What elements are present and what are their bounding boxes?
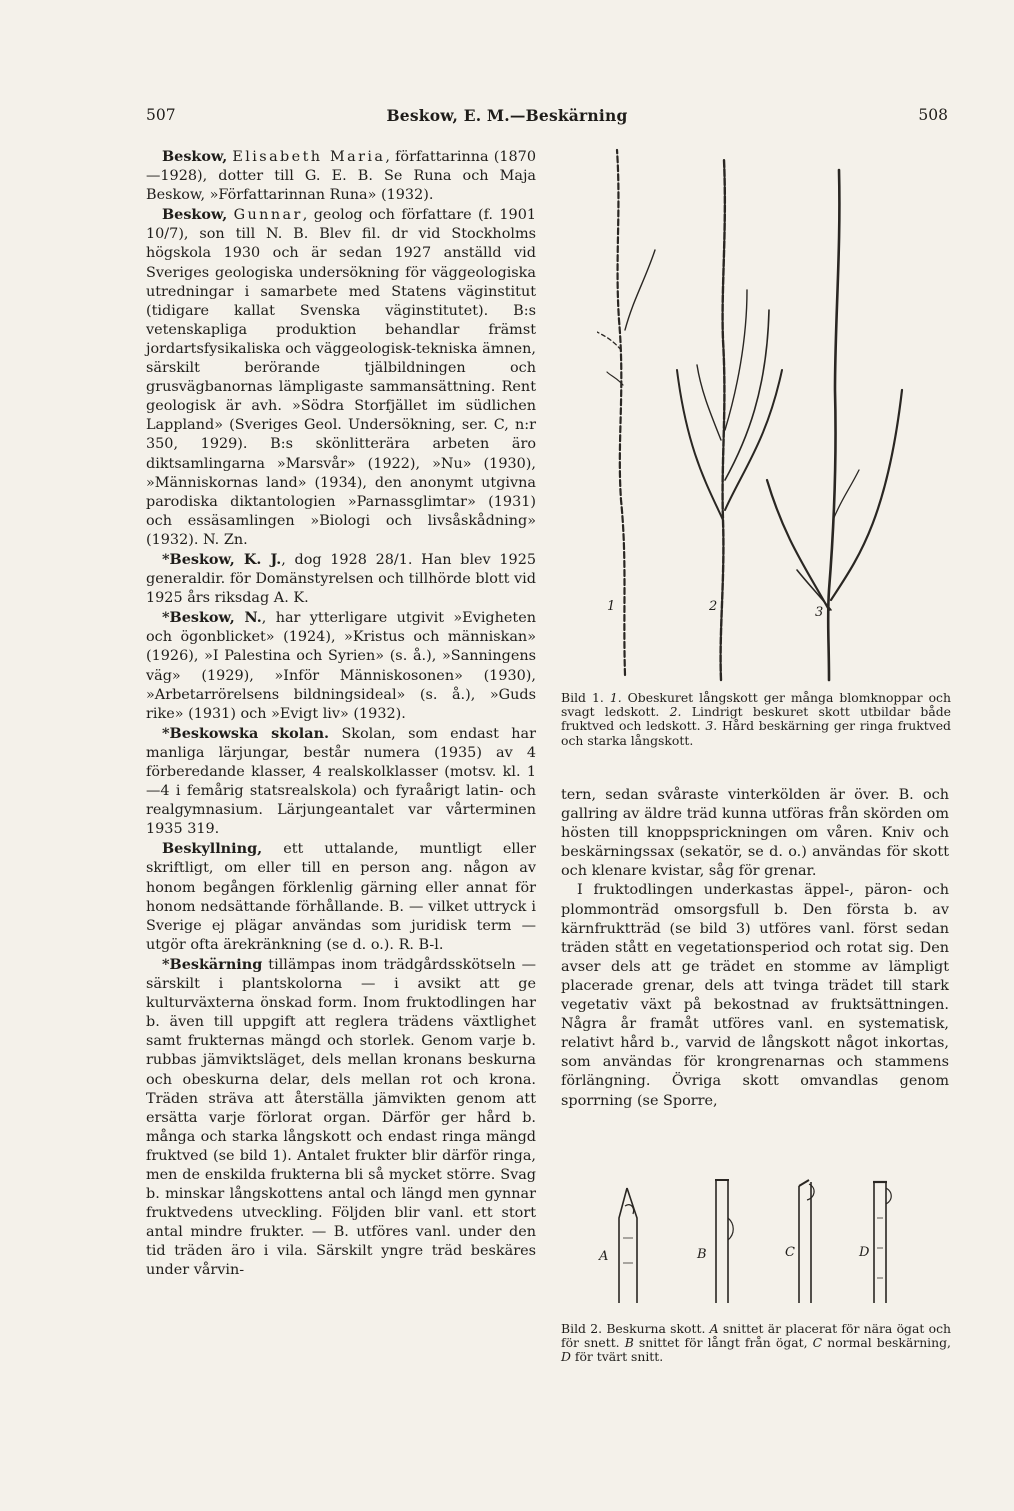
entry-beskowska-skolan: *Beskowska skolan. Skolan, som endast har manliga lärjungar, består numera (1935) av 4 förberedande klasser, 4 realskolklasser (motsv. kl. 1—4 i femårig statsrealskola) och fyraårigt latin- och realgymnasium. Lärjungeantalet var vårterminen 1935 319. (146, 724, 537, 838)
running-title: Beskow, E. M.—Beskärning (386, 106, 628, 125)
signature: R. B-l. (398, 936, 444, 953)
figure-1-label-2: 2 (709, 599, 718, 614)
figure-1-drawing (597, 140, 937, 685)
signature: A. K. (273, 590, 309, 607)
shoot-3 (767, 170, 902, 680)
left-column (146, 147, 536, 1281)
entry-beskarning: *Beskärning tillämpas inom trädgårdsskötseln — särskilt i plantskolorna — i avsikt att ge kulturväxterna önskad form. Inom fruktodlingen har b. även till uppgift att reglera trädens växtlighet samt frukternas mängd och storlek. Genom varje b. rubbas jämviktsläget, dels mellan kronans beskurna och obeskurna delar, dels mellan rot och krona. Träden sträva att återställa jämvikten genom att ersätta varje förlorat organ. Därför ger hård b. många och starka långskott och endast ringa mängd fruktved (se bild 1). Antalet frukter blir därför ringa, men de enskilda frukterna bli så mycket större. Svag b. minskar långskottens antal och längd men gynnar fruktvedens utveckling. Följden blir vanl. ett stort antal mindre frukter. — B. utföres vanl. under den tid träden äro i vila. Särskilt yngre träd beskäres under vårvin- (146, 955, 536, 1279)
entry-beskow-kj: *Beskow, K. J., dog 1928 28/1. Han blev 1925 generaldir. för Domänstyrelsen och tillhörde blott vid 1925 års riksdag A. K. (146, 550, 537, 607)
figure-1-label-1: 1 (607, 599, 616, 614)
figure-2-drawing (597, 1178, 942, 1308)
entry-beskow-elisabeth: Beskow, Elisabeth Maria, författarinna (1870—1928), dotter till G. E. B. Se Runa och Maja Beskow, »Författarinnan Runa» (1932). (146, 148, 536, 204)
figure-1-label-3: 3 (815, 605, 824, 620)
entry-beskyllning: Beskyllning, ett uttalande, muntligt eller skriftligt, om eller till en person ang. någon av honom begången förklenlig gärning eller annat för honom nedsättande förhållande. B. — vilket uttryck i Sverige ej plägar användas som juridisk term — utgör ofta ärekränkning (se d. o.). R. B-l. (146, 840, 536, 953)
shoot-d (873, 1182, 891, 1303)
shoot-c (799, 1180, 814, 1303)
shoot-b (715, 1180, 733, 1303)
figure-2-caption: Bild 2. Beskurna skott. A snittet är placerat för nära ögat och för snett. B snittet för långt från ögat, C normal beskärning, D för tvärt snitt. (561, 1321, 951, 1365)
entry-beskow-gunnar: Beskow, Gunnar, geolog och författare (f. 1901 10/7), son till N. B. Blev fil. dr vid Stockholms högskola 1930 och är sedan 1927 anställd vid Sveriges geologiska undersökning för väggeologiska utredningar i samarbete med Statens väginstitut (tidigare kallat Svenska väginstitutet). B:s vetenskapliga produktion behandlar främst jordartsfysikaliska och väggeologisk-tekniska ämnen, särskilt berörande tjälbildningen och grusvägbanornas lämpligaste sammansättning. Rent geologisk är avh. »Södra Storfjället im südlichen Lappland» (Sveriges Geol. Undersökning, ser. C, n:r 350, 1929). B:s skönlitterära arbeten äro diktsamlingarna »Marsvår» (1922), »Nu» (1930), »Människornas land» (1934), den anonymt utgivna parodiska diktantologien »Parnassglimtar» (1931) och essäsamlingen »Biologi och livsåskådning» (1932). N. Zn. (146, 206, 536, 548)
figure-1-caption: Bild 1. 1. Obeskuret långskott ger många blomknoppar och svagt ledskott. 2. Lindrigt beskuret skott utbildar både fruktved och ledskott. 3. Hård beskärning ger ringa fruktved och starka långskott. (561, 690, 951, 748)
shoot-a (619, 1188, 637, 1303)
figure-2-label-d: D (859, 1245, 870, 1260)
shoot-1 (597, 150, 655, 675)
figure-2-label-a: A (599, 1249, 609, 1264)
entry-beskow-n: *Beskow, N., har ytterligare utgivit »Evigheten och ögonblicket» (1924), »Kristus och människan» (1926), »I Palestina och Syrien» (s. å.), »Sanningens väg» (1929), »Inför Människosonen» (1930), »Arbetarrörelsens bildningsideal» (s. å.), »Guds rike» (1931) och »Evigt liv» (1932). (146, 609, 536, 722)
shoot-2 (677, 160, 782, 680)
right-paragraph-1: tern, sedan svåraste vinterkölden är över. B. och gallring av äldre träd kunna utföras från skörden om hösten till knoppsprickningen om våren. Kniv och beskärningssax (sekatör, se d. o.) användas för skott och klenare kvistar, såg för grenar. (561, 787, 949, 880)
figure-2-label-b: B (697, 1247, 707, 1262)
signature: N. Zn. (203, 531, 248, 548)
figure-2-label-c: C (785, 1245, 795, 1260)
right-paragraph-2: I fruktodlingen underkastas äppel-, päron- och plommonträd omsorgsfull b. Den första b. av kärnfruktträd (se bild 3) utföres vanl. först sedan träden stått en vegetationsperiod och rotat sig. Den avser dels att ge trädet en stomme av lämpligt placerade grenar, dels att tvinga trädet till stark vegetativ växt på bekostnad av fruktsättningen. Några år framåt utföres vanl. en systematisk, relativt hård b., varvid de långskott något inkortas, som användas för krongrenarnas och stammens förlängning. Övriga skott omvandlas genom sporrning (se Sporre, (561, 882, 949, 1109)
page-number-left: 507 (146, 106, 176, 124)
right-column (561, 786, 949, 1111)
page-header (0, 106, 1014, 130)
page-number-right: 508 (918, 106, 948, 124)
